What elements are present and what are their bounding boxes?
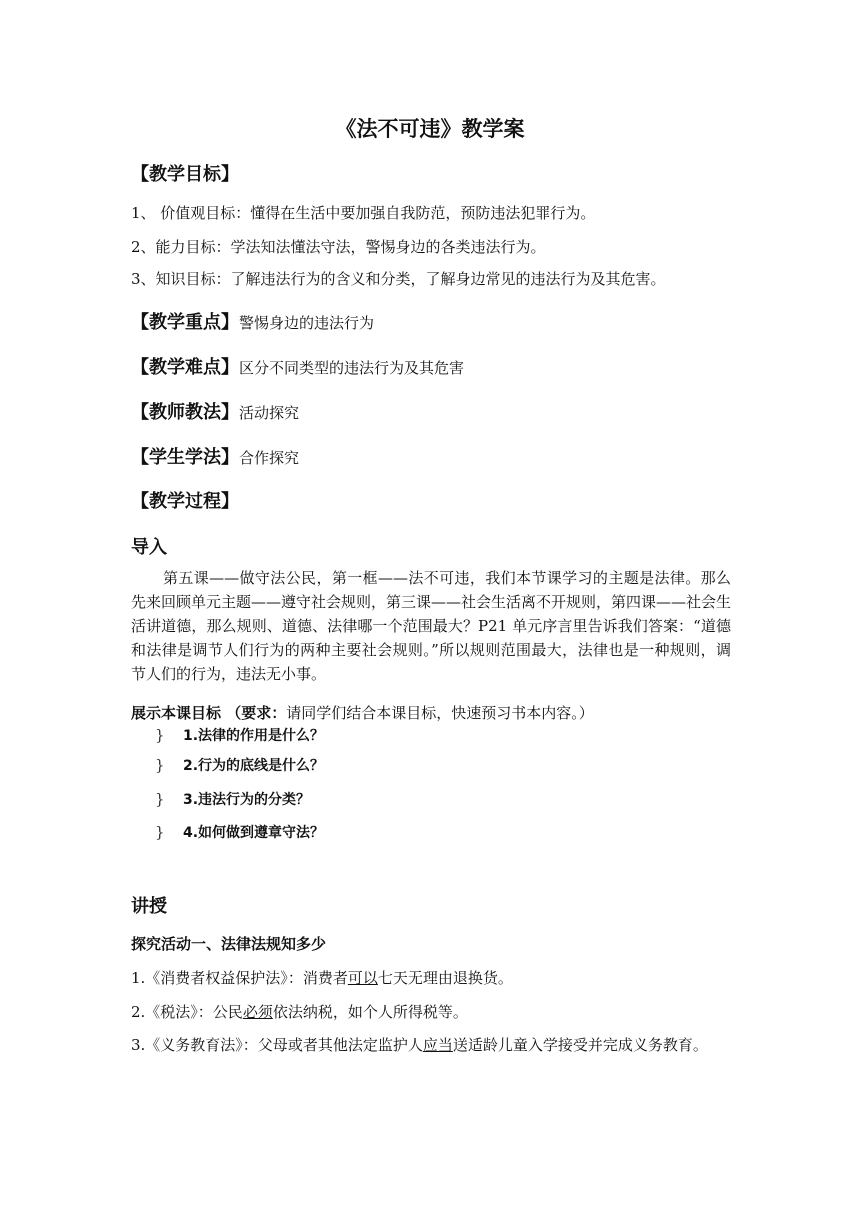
teacher-method-row: [131, 398, 299, 424]
objective-item: [155, 725, 324, 745]
goal-item: 2、能力目标：学法知法懂法守法，警惕身边的各类违法行为。: [131, 238, 546, 256]
bullet-marker-icon: }: [155, 823, 165, 841]
objectives-requirement-text: 请同学们结合本课目标，快速预习书本内容。）: [286, 704, 594, 722]
difficulty-heading: 【教学难点】: [131, 357, 239, 378]
law-keyword: 可以: [347, 969, 378, 987]
law-item: [131, 967, 513, 988]
process-heading: 【教学过程】: [131, 491, 239, 512]
law-text: 七天无理由退换货。: [377, 969, 513, 987]
goal-item: 1、 价值观目标：懂得在生活中要加强自我防范，预防违法犯罪行为。: [131, 204, 596, 222]
law-text: 送适龄儿童入学接受并完成义务教育。: [452, 1036, 708, 1054]
student-method-row: [131, 443, 299, 469]
key-point-text: 警惕身边的违法行为: [239, 314, 375, 332]
goal-item: 3、知识目标：了解违法行为的含义和分类，了解身边常见的违法行为及其危害。: [131, 270, 666, 288]
lecture-heading: 讲授: [131, 896, 167, 917]
objectives-label: 展示本课目标: [131, 704, 222, 722]
objective-text: 1.法律的作用是什么？: [183, 728, 325, 744]
objective-text: 4.如何做到遵章守法？: [183, 825, 325, 841]
objective-text: 3.违法行为的分类？: [183, 792, 311, 808]
teacher-method-text: 活动探究: [239, 404, 300, 422]
objective-item: [155, 755, 324, 775]
key-point-row: [131, 308, 374, 334]
difficulty-text: 区分不同类型的违法行为及其危害: [239, 359, 465, 377]
objective-item: [155, 822, 324, 842]
objectives-line: [131, 702, 594, 723]
student-method-heading: 【学生学法】: [131, 447, 239, 468]
law-text: 2.《税法》：公民: [131, 1003, 243, 1021]
activity-heading: 探究活动一、法律法规知多少: [131, 935, 327, 953]
intro-paragraph: 第五课——做守法公民，第一框——法不可违，我们本节课学习的主题是法律。那么先来回顾单元主题——遵守社会规则，第三课——社会生活离不开规则，第四课——社会生活讲道德，那么规则、道德、法律哪一个范围最大？P21 单元序言里告诉我们答案：“道德和法律是调节人们行为的两种主要社会规则。”所以规则范围最大，法律也是一种规则，调节人们的行为，违法无小事。: [131, 569, 732, 683]
law-keyword: 必须: [242, 1003, 273, 1021]
teacher-method-heading: 【教师教法】: [131, 402, 239, 423]
bullet-marker-icon: }: [155, 726, 165, 744]
bullet-marker-icon: }: [155, 790, 165, 808]
difficulty-row: [131, 353, 464, 379]
objectives-requirement-label: （要求：: [226, 704, 287, 722]
document-title: 《法不可违》教学案: [335, 117, 525, 141]
goals-heading: 【教学目标】: [131, 164, 239, 185]
objective-item: [155, 789, 310, 809]
law-item: [131, 1001, 468, 1022]
bullet-marker-icon: }: [155, 756, 165, 774]
law-keyword: 应当: [422, 1036, 453, 1054]
objective-text: 2.行为的底线是什么？: [183, 758, 325, 774]
law-text: 1.《消费者权益保护法》：消费者: [131, 969, 348, 987]
key-point-heading: 【教学重点】: [131, 312, 239, 333]
student-method-text: 合作探究: [239, 449, 300, 467]
law-text: 依法纳税，如个人所得税等。: [272, 1003, 468, 1021]
law-text: 3.《义务教育法》：父母或者其他法定监护人: [131, 1036, 423, 1054]
law-item: [131, 1028, 731, 1062]
intro-heading: 导入: [131, 537, 167, 558]
